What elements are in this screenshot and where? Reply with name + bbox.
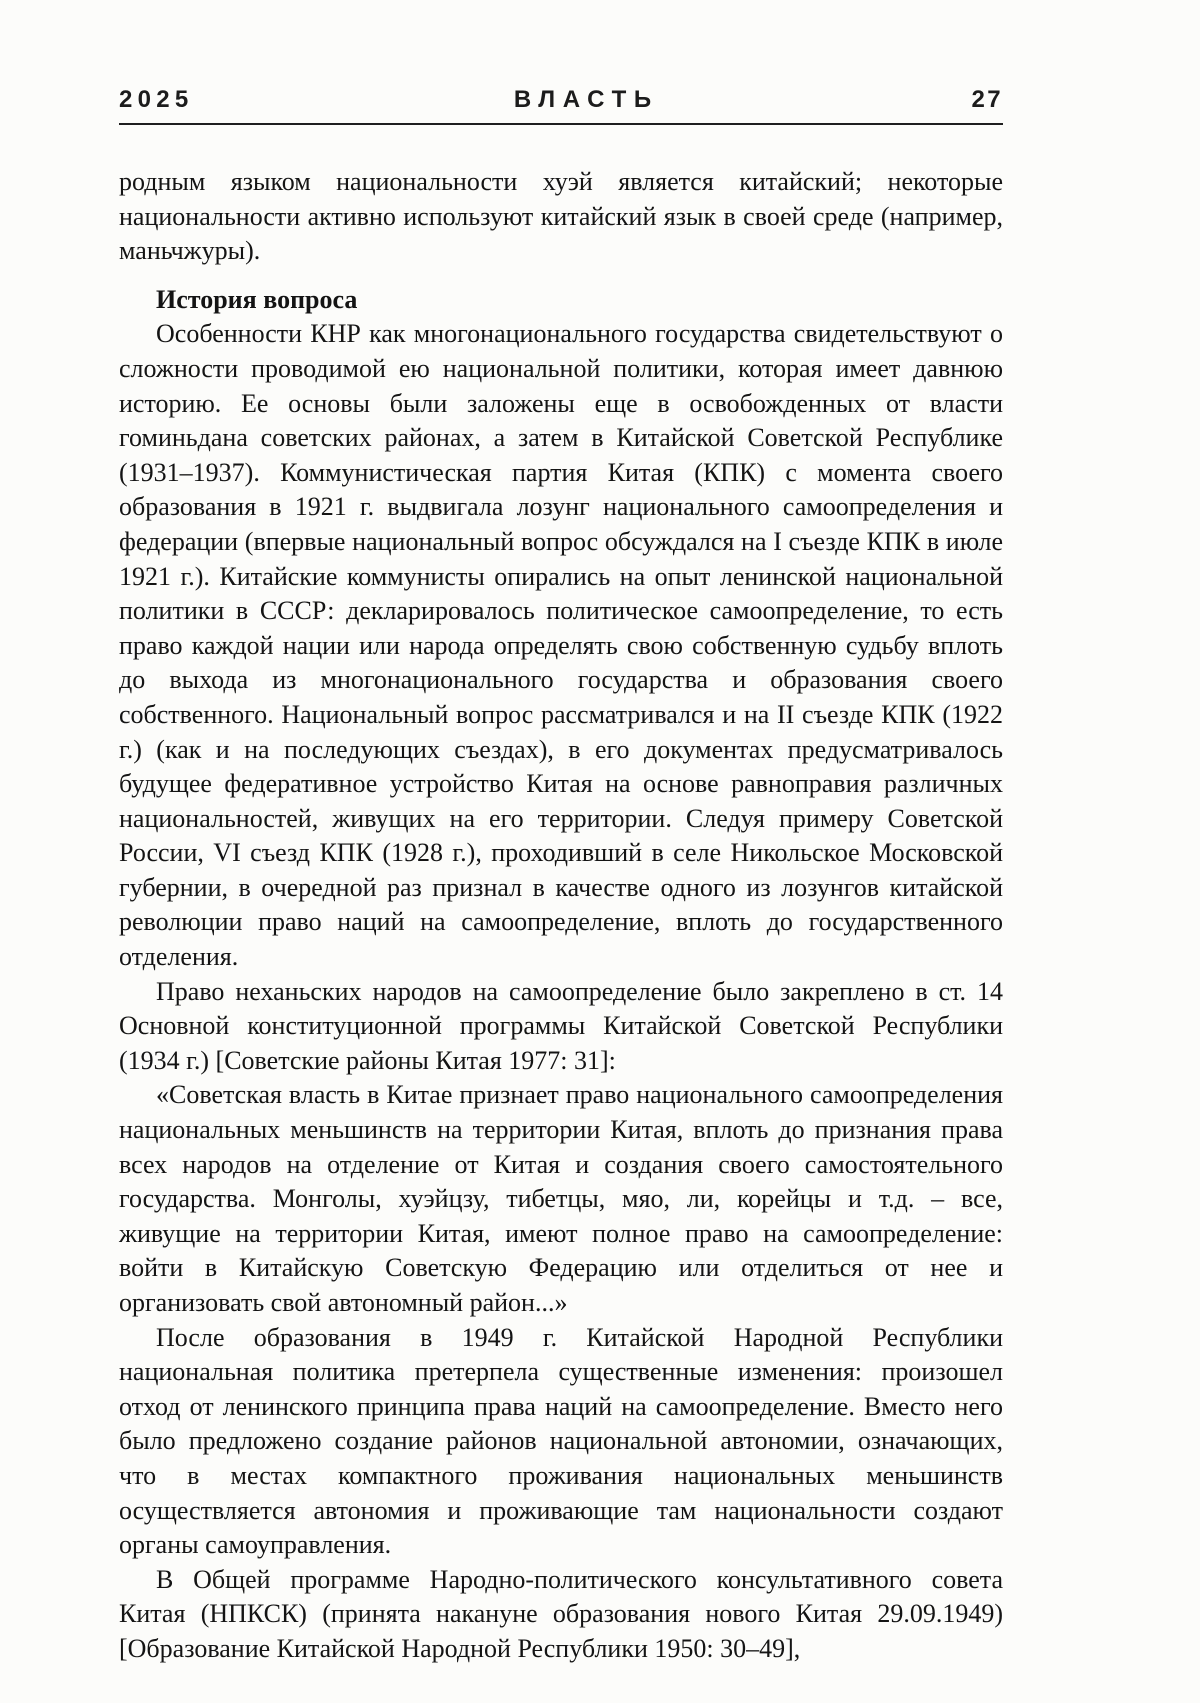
- paragraph-quote: «Советская власть в Китае признает право национального самоопределения национальных меньшинств на территории Китая, вплоть до признания права всех народов на отделение от Китая и создания своего самостоятельного государства. Монголы, хуэйцзу, тибетцы, мяо, ли, корейцы и т.д. – все, живущие на территории Китая, имеют полное право на самоопределение: войти в Китайскую Советскую Федерацию или отделиться от нее и организовать свой автономный район...»: [119, 1080, 1003, 1317]
- article-body: [119, 165, 1003, 1667]
- page-header: [119, 86, 1003, 114]
- page-number: 27: [971, 86, 1003, 113]
- continuation-paragraph: родным языком национальности хуэй является китайский; некоторые национальности активно используют китайский язык в своей среде (например, маньчжуры).: [119, 167, 1003, 266]
- paragraph: Право неханьских народов на самоопределение было закреплено в ст. 14 Основной конституционной программы Китайской Советской Республики (1934 г.) [Советские районы Китая 1977: 31]:: [119, 976, 1003, 1075]
- journal-title: ВЛАСТЬ: [513, 86, 659, 113]
- header-divider-rule: [119, 123, 1003, 125]
- journal-year: 2025: [119, 86, 194, 113]
- section-heading: История вопроса: [156, 284, 358, 314]
- paragraph: После образования в 1949 г. Китайской Народной Республики национальная политика претерпела существенные изменения: произошел отход от ленинского принципа права наций на самоопределение. Вместо него было предложено создание районов национальной автономии, означающих, что в местах компактного проживания национальных меньшинств осуществляется автономия и проживающие там национальности создают органы самоуправления.: [119, 1322, 1003, 1560]
- paragraph: Особенности КНР как многонационального государства свидетельствуют о сложности проводимой ею национальной политики, которая имеет давнюю историю. Ее основы были заложены еще в освобожденных от власти гоминьдана советских районах, а затем в Китайской Советской Республике (1931–1937). Коммунистическая партия Китая (КПК) с момента своего образования в 1921 г. выдвигала лозунг национального самоопределения и федерации (впервые национальный вопрос обсуждался на I съезде КПК в июле 1921 г.). Китайские коммунисты опирались на опыт ленинской национальной политики в СССР: декларировалось политическое самоопределение, то есть право каждой нации или народа определять свою собственную судьбу вплоть до выхода из многонационального государства и образования своего собственного. Национальный вопрос рассматривался и на II съезде КПК (1922 г.) (как и на последующих съездах), в его документах предусматривалось будущее федеративное устройство Китая на основе равноправия различных национальностей, живущих на его территории. Следуя примеру Советской России, VI съезд КПК (1928 г.), проходивший в селе Никольское Московской губернии, в очередной раз признал в качестве одного из лозунгов китайской революции право наций на самоопределение, вплоть до государственного отделения.: [119, 319, 1003, 972]
- paragraph: В Общей программе Народно-политического консультативного совета Китая (НПКСК) (принята накануне образования нового Китая 29.09.1949) [Образование Китайской Народной Республики 1950: 30–49],: [119, 1564, 1003, 1663]
